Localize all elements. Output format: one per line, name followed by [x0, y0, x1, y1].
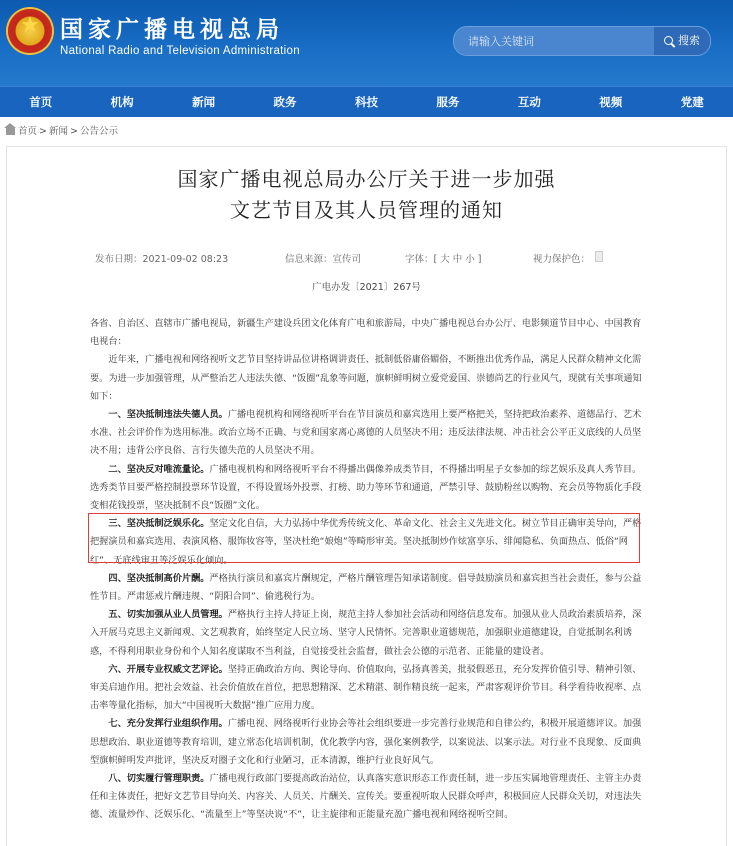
paragraph-heading: 五、切实加强从业人员管理。	[108, 609, 228, 621]
article-paragraph	[90, 606, 644, 661]
article-paragraph	[90, 570, 644, 606]
article-title-line-2: 文艺节目及其人员管理的通知	[230, 198, 503, 222]
nav-item-home[interactable]: 首页	[29, 95, 53, 109]
national-emblem-logo[interactable]: ★	[8, 9, 52, 53]
nav-item-party-building[interactable]: 党建	[680, 95, 704, 109]
paragraph-heading: 六、开展专业权威文艺评论。	[108, 663, 228, 675]
site-subtitle: National Radio and Television Administration	[60, 45, 300, 57]
article-paragraph	[90, 515, 644, 570]
publish-date: 发布日期：2021-09-02 08:23	[95, 254, 229, 265]
paragraph-text: 坚持正确政治方向、舆论导向、价值取向，弘扬真善美，批驳假恶丑，充分发挥价值引导、精神引领、审美启迪作用。把社会效益、社会价值放在首位，把思想精深、艺术精湛、制作精良统一起来，严肃客观评价节目。科学看待收视率、点击率等量化指标，加大“中国视听大数据”推广应用力度。	[90, 663, 642, 712]
paragraph-text: 近年来，广播电视和网络视听文艺节目坚持讲品位讲格调讲责任、抵制低俗庸俗媚俗，不断推出优秀作品，满足人民群众精神文化需要。为进一步加强管理，从严整治艺人违法失德、“饭圈”乱象等问题，旗帜鲜明树立爱党爱国、崇德尚艺的行业风气，现就有关事项通知如下：	[90, 354, 642, 402]
vision-color-swatch[interactable]	[595, 251, 603, 262]
search-icon	[664, 36, 673, 45]
article-body	[7, 315, 726, 825]
nav-item-video[interactable]: 视频	[599, 95, 623, 109]
site-header	[0, 0, 733, 86]
article-paragraph	[90, 661, 644, 716]
site-title[interactable]: 国家广播电视总局	[60, 17, 284, 43]
paragraph-text: 广播电视机构和网络视听平台在节目演员和嘉宾选用上要严格把关，坚持把政治素养、道德品行、艺术水准、社会评价作为选用标准。政治立场不正确、与党和国家离心离德的人员坚决不用；违反法律法规、冲击社会公平正义底线的人员坚决不用；违背公序良俗、言行失德失范的人员坚决不用。	[90, 409, 642, 457]
paragraph-heading: 二、坚决反对唯流量论。	[108, 463, 210, 475]
nav-item-government-affairs[interactable]: 政务	[273, 95, 297, 109]
article-container	[6, 146, 727, 846]
paragraph-heading: 三、坚决抵制泛娱乐化。	[108, 518, 210, 530]
breadcrumb-separator: >	[39, 126, 47, 137]
article-paragraph	[90, 770, 644, 825]
article-title-line-1: 国家广播电视总局办公厅关于进一步加强	[177, 167, 556, 191]
main-nav	[0, 86, 733, 117]
paragraph-text: 严格执行演员和嘉宾片酬规定，严格片酬管理告知承诺制度。倡导鼓励演员和嘉宾担当社会责任，参与公益性节目。严肃惩戒片酬违规、“阴阳合同”、偷逃税行为。	[90, 572, 642, 603]
article-paragraph	[90, 715, 644, 770]
paragraph-text: 广播电视、网络视听行业协会等社会组织要进一步完善行业规范和自律公约，积极开展道德评议。加强思想政治、职业道德等教育培训，建立常态化培训机制，优化教学内容，强化案例教学，以案说法、以案示法。对行业不良现象、反面典型旗帜鲜明发声批评，坚决反对圈子文化和行业陋习，正本清源，维护行业良好风气。	[90, 718, 642, 766]
paragraph-heading: 一、坚决抵制违法失德人员。	[108, 409, 228, 421]
article-title	[7, 164, 726, 226]
paragraph-text: 广播电视机构和网络视听平台不得播出偶像养成类节目，不得播出明星子女参加的综艺娱乐及真人秀节目。选秀类节目要严格控制投票环节设置，不得设置场外投票、打榜、助力等环节和通道，严禁引导、鼓励粉丝以购物、充会员等物质化手段变相花钱投票，坚决抵制不良“饭圈”文化。	[90, 463, 642, 512]
nav-item-services[interactable]: 服务	[436, 95, 460, 109]
article-paragraph	[90, 406, 644, 461]
nav-item-news[interactable]: 新闻	[192, 95, 216, 109]
nav-item-interaction[interactable]: 互动	[517, 95, 541, 109]
nav-item-institutions[interactable]: 机构	[110, 95, 134, 109]
search-box	[453, 26, 711, 56]
home-icon	[6, 128, 15, 135]
breadcrumb	[0, 117, 733, 147]
breadcrumb-notices[interactable]: 公告公示	[79, 126, 118, 137]
article-paragraph	[90, 315, 644, 351]
breadcrumb-separator: >	[70, 126, 78, 137]
document-number: 广电办发〔2021〕267号	[312, 282, 421, 293]
paragraph-heading: 七、充分发挥行业组织作用。	[108, 718, 228, 730]
breadcrumb-home[interactable]: 首页	[18, 126, 38, 137]
article-paragraph	[90, 351, 644, 406]
paragraph-heading: 四、坚决抵制高价片酬。	[108, 572, 210, 584]
article-meta	[7, 251, 726, 271]
paragraph-text: 严格执行主持人持证上岗，规范主持人参加社会活动和网络信息发布。加强从业人员政治素质培养，深入开展马克思主义新闻观、文艺观教育，始终坚定人民立场、坚守人民情怀。完善职业道德规范，加强职业道德建设，自觉抵制名利诱惑，不得利用职业身份和个人知名度谋取不当利益，自觉接受社会监督，做社会公德的示范者、正能量的建设者。	[90, 609, 642, 657]
nav-item-technology[interactable]: 科技	[354, 95, 378, 109]
info-source: 信息来源：宣传司	[285, 254, 362, 265]
breadcrumb-news[interactable]: 新闻	[48, 126, 68, 137]
search-input[interactable]	[454, 27, 668, 55]
article-paragraph	[90, 461, 644, 516]
paragraph-text: 广播电视行政部门要提高政治站位，认真落实意识形态工作责任制，进一步压实属地管理责任、主管主办责任和主体责任，把好文艺节目导向关、内容关、人员关、片酬关、宣传关。要重视听取人民群众呼声，积极回应人民群众关切，对违法失德、流量炒作、泛娱乐化、“流量至上”等坚决说“不”，让主旋律和正能量充盈广播电视和网络视听空间。	[90, 773, 642, 821]
vision-protection-label: 视力保护色：	[533, 254, 591, 265]
search-button-label: 搜索	[678, 34, 700, 47]
paragraph-text: 坚定文化自信，大力弘扬中华优秀传统文化、革命文化、社会主义先进文化。树立节目正确审美导向，严格把握演员和嘉宾选用、表演风格、服饰妆容等，坚决杜绝“娘炮”等畸形审美。坚决抵制炒作炫富享乐、绯闻隐私、负面热点、低俗“网红”、无底线审丑等泛娱乐化倾向。	[90, 518, 642, 566]
font-size-control[interactable]: 字体：[ 大 中 小 ]	[405, 254, 482, 265]
paragraph-text: 各省、自治区、直辖市广播电视局，新疆生产建设兵团文化体育广电和旅游局，中央广播电视总台办公厅、电影频道节目中心、中国教育电视台：	[90, 318, 642, 348]
paragraph-heading: 八、切实履行管理职责。	[108, 773, 210, 785]
search-button[interactable]	[654, 27, 710, 55]
